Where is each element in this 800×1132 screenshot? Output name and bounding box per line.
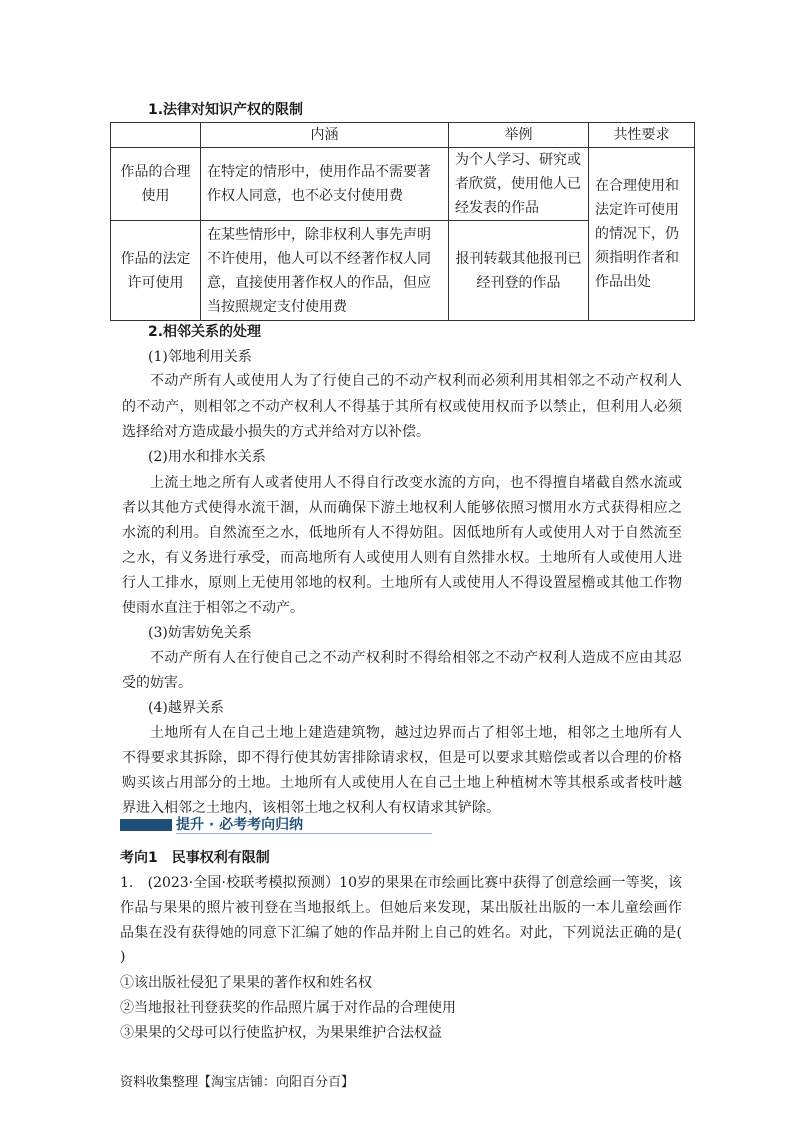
table-header-cell: 内涵 xyxy=(201,123,449,148)
answer-option: ③果果的父母可以行使监护权，为果果维护合法权益 xyxy=(120,1025,442,1041)
banner-rule xyxy=(176,833,432,834)
table-header-cell xyxy=(111,123,201,148)
table-header-cell: 共性要求 xyxy=(589,123,695,148)
paragraph-line: 水流的利用。自然流至之水，低地所有人不得妨阻。因低地所有人或使用人对于自然流至 xyxy=(122,525,682,541)
row-example: 为个人学习、研究或者欣赏，使用他人已经发表的作品 xyxy=(449,148,589,221)
paragraph-line: 土地所有人在自己土地上建造建筑物，越过边界而占了相邻土地，相邻之土地所有人 xyxy=(150,725,682,741)
paragraph-line: 者以其他方式使得水流干涸，从而确保下游土地权利人能够依照习惯用水方式获得相应之 xyxy=(122,500,682,516)
table-row xyxy=(111,148,695,221)
paragraph-line: 不得要求其拆除，即不得行使其妨害排除请求权，但是可以要求其赔偿或者以合理的价格 xyxy=(122,750,682,766)
paragraph-line: 购买该占用部分的土地。土地所有人或使用人在自己土地上种植树木等其根系或者枝叶越 xyxy=(122,775,682,791)
paragraph-line: 选择给对方造成最小损失的方式并给对方以补偿。 xyxy=(122,424,430,440)
item-heading: (1)邻地利用关系 xyxy=(148,349,252,365)
row-label: 作品的合理使用 xyxy=(111,148,201,221)
item-heading: (3)妨害妨免关系 xyxy=(148,625,252,641)
section2-title: 2.相邻关系的处理 xyxy=(148,324,262,340)
row-label: 作品的法定许可使用 xyxy=(111,221,201,321)
banner-text: 提升 · 必考考向归纳 xyxy=(176,817,304,833)
row-example: 报刊转载其他报刊已经刊登的作品 xyxy=(449,221,589,321)
paragraph-line: 使雨水直注于相邻之不动产。 xyxy=(122,600,304,616)
answer-option: ①该出版社侵犯了果果的著作权和姓名权 xyxy=(120,975,372,991)
question-line: 作品与果果的照片被刊登在当地报纸上。但她后来发现，某出版社出版的一本儿童绘画作 xyxy=(120,900,682,916)
footer-note: 资料收集整理【淘宝店铺：向阳百分百】 xyxy=(120,1075,355,1090)
paragraph-line: 之水，有义务进行承受，而高地所有人或使用人则有自然排水权。土地所有人或使用人进 xyxy=(122,550,682,566)
ip-limits-table xyxy=(110,122,695,321)
paragraph-line: 界进入相邻之土地内，该相邻土地之权利人有权请求其铲除。 xyxy=(122,800,500,816)
item-heading: (2)用水和排水关系 xyxy=(148,449,266,465)
table-header-row xyxy=(111,123,695,148)
question-line: ) xyxy=(120,949,126,965)
paragraph-line: 行人工排水，原则上无使用邻地的权利。土地所有人或使用人不得设置屋檐或其他工作物 xyxy=(122,575,682,591)
section-banner xyxy=(120,816,432,834)
paragraph-line: 不动产所有人在行使自己之不动产权利时不得给相邻之不动产权利人造成不应由其忍 xyxy=(150,650,682,666)
paragraph-line: 的不动产，则相邻之不动产权利人不得基于其所有权或使用权而予以禁止，但利用人必须 xyxy=(122,399,682,415)
answer-option: ②当地报社刊登获奖的作品照片属于对作品的合理使用 xyxy=(120,1000,456,1016)
section1-title: 1.法律对知识产权的限制 xyxy=(148,102,304,118)
row-meaning: 在某些情形中，除非权利人事先声明不许使用，他人可以不经著作权人同意，直接使用著作权人的作品，但应当按照规定支付使用费 xyxy=(201,221,449,321)
paragraph-line: 不动产所有人或使用人为了行使自己的不动产权利而必须利用其相邻之不动产权利人 xyxy=(150,373,682,389)
row-meaning: 在特定的情形中，使用作品不需要著作权人同意，也不必支付使用费 xyxy=(201,148,449,221)
question-line: 品集在没有获得她的同意下汇编了她的作品并附上自己的姓名。对此，下列说法正确的是( xyxy=(120,925,682,941)
common-requirement: 在合理使用和法定许可使用的情况下，仍须指明作者和作品出处 xyxy=(589,148,695,321)
table-header-cell: 举例 xyxy=(449,123,589,148)
banner-bar xyxy=(120,819,172,831)
paragraph-line: 上流土地之所有人或者使用人不得自行改变水流的方向，也不得擅自堵截自然水流或 xyxy=(150,475,682,491)
paragraph-line: 受的妨害。 xyxy=(122,675,192,691)
question-heading: 考向1 民事权利有限制 xyxy=(120,850,270,866)
item-heading: (4)越界关系 xyxy=(148,700,224,716)
question-line: 1. (2023·全国·校联考模拟预测）10岁的果果在市绘画比赛中获得了创意绘画一等奖，该 xyxy=(120,875,682,891)
